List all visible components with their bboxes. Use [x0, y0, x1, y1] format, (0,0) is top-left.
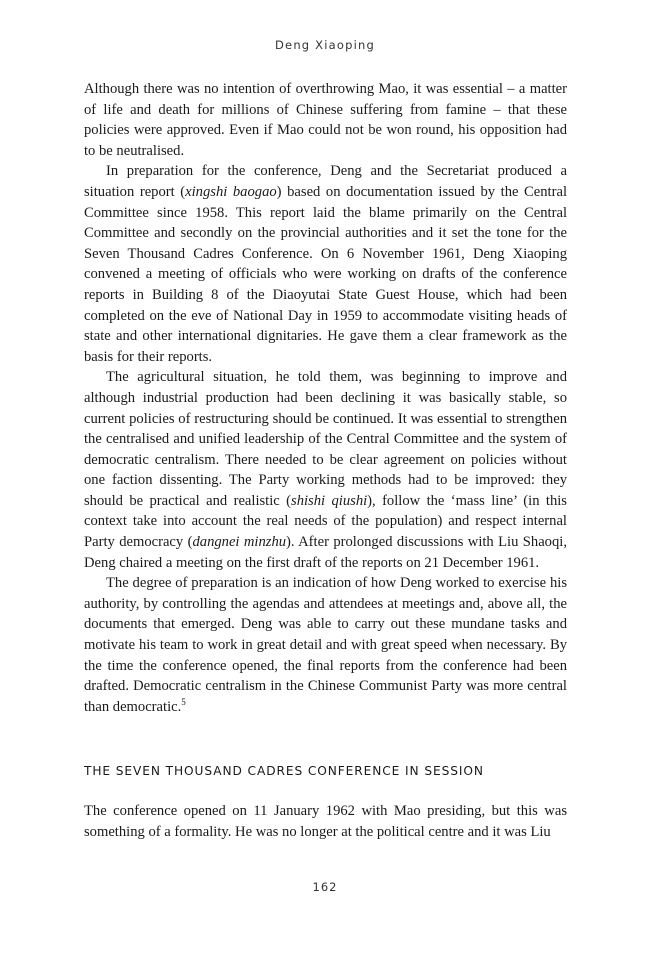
paragraph [84, 367, 567, 573]
section-body-text [84, 801, 567, 842]
body-text [84, 79, 567, 717]
italic-term: dangnei minzhu [192, 534, 287, 551]
italic-term: shishi qiushi [291, 492, 368, 509]
text-run: ), follow the ‘mass line’ (in this context take into account the real needs of the population) and respect internal Party democracy ( [84, 492, 567, 551]
text-run: The degree of preparation is an indication of how Deng worked to exercise his authority, by controlling the agendas and attendees at meetings and, above all, the documents that emerged. Deng was able to carry out these mundane tasks and motivate his team to work in great detail and with great speed when necessary. By the time the conference opened, the final reports from the conference had been drafted. Democratic centralism in the Chinese Communist Party was more central than democratic. [84, 575, 567, 715]
footnote-marker: 5 [181, 696, 186, 707]
text-run: Although there was no intention of overthrowing Mao, it was essential – a matter of life and death for millions of Chinese suffering from famine – that these policies were approved. Even if Mao could not be won round, his opposition had to be neutralised. [84, 81, 567, 159]
text-run: The agricultural situation, he told them, was beginning to improve and although industrial production had been declining it was basically stable, so current policies of restructuring should be continued. It was essential to strengthen the centralised and unified leadership of the Central Committee and the system of democratic centralism. There needed to be clear agreement on policies without one faction dissenting. The Party working methods had to be improved: they should be practical and realistic ( [84, 369, 567, 509]
paragraph [84, 573, 567, 717]
running-head: Deng Xiaoping [274, 38, 375, 52]
text-run: In preparation for the conference, Deng and the Secretariat produced a situation report ( [84, 163, 567, 200]
text-run: ) based on documentation issued by the Central Committee since 1958. This report laid the blame primarily on the Central Committee and secondly on the provincial authorities and it set the tone for the Seven Thousand Cadres Conference. On 6 November 1961, Deng Xiaoping convened a meeting of officials who were working on drafts of the conference reports in Building 8 of the Diaoyutai State Guest House, which had been completed on the eve of National Day in 1959 to accommodate visiting heads of state and other international dignitaries. He gave them a clear framework as the basis for their reports. [84, 183, 568, 365]
text-run: The conference opened on 11 January 1962 with Mao presiding, but this was something of a formality. He was no longer at the political centre and it was Liu [84, 803, 567, 840]
paragraph [84, 79, 567, 161]
paragraph [84, 801, 567, 842]
italic-term: xingshi baogao [185, 183, 277, 200]
page-number: 162 [312, 880, 338, 894]
section-heading: THE SEVEN THOUSAND CADRES CONFERENCE IN SESSION [84, 764, 484, 778]
text-run: ). After prolonged discussions with Liu Shaoqi, Deng chaired a meeting on the first draft of the reports on 21 December 1961. [84, 534, 567, 571]
paragraph [84, 161, 567, 367]
